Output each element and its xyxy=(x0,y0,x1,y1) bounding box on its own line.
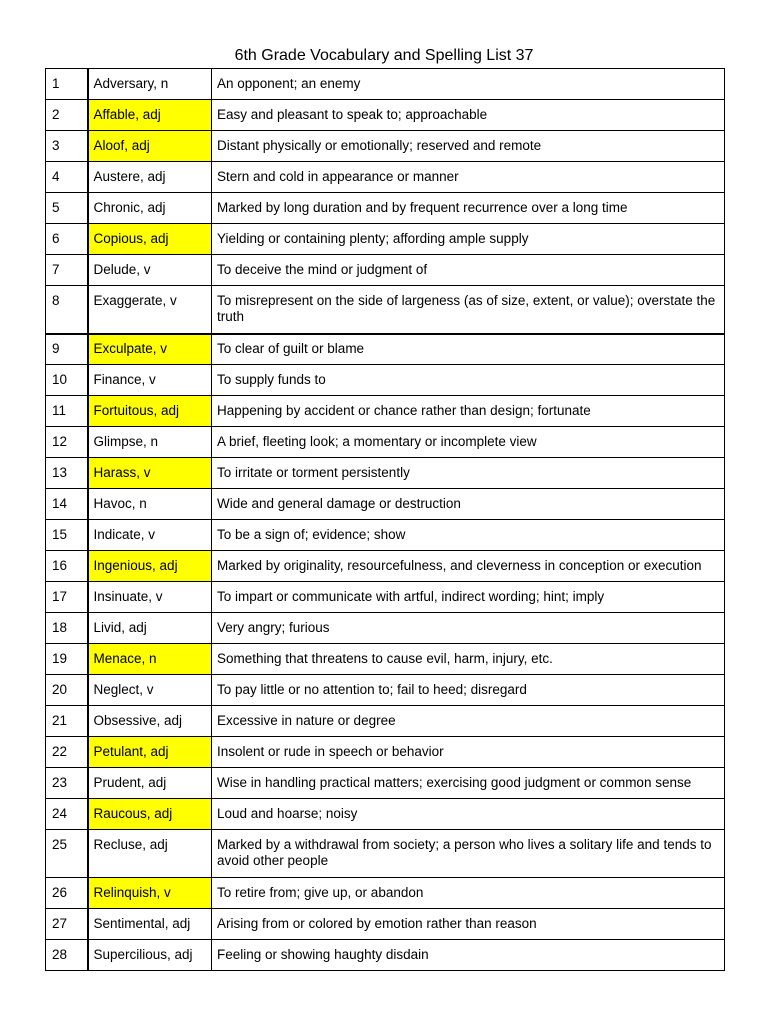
vocab-row xyxy=(46,69,725,100)
entry-word: Menace, n xyxy=(88,644,212,675)
entry-number: 9 xyxy=(46,334,88,365)
entry-definition: Wise in handling practical matters; exercising good judgment or common sense xyxy=(212,768,725,799)
vocab-row xyxy=(46,737,725,768)
entry-word: Neglect, v xyxy=(88,675,212,706)
entry-word: Delude, v xyxy=(88,255,212,286)
vocab-row xyxy=(46,706,725,737)
entry-word: Sentimental, adj xyxy=(88,909,212,940)
vocab-row xyxy=(46,193,725,224)
entry-definition: Happening by accident or chance rather than design; fortunate xyxy=(212,396,725,427)
page-title: 6th Grade Vocabulary and Spelling List 37 xyxy=(234,47,534,64)
entry-word: Exaggerate, v xyxy=(88,286,212,334)
vocab-row xyxy=(46,878,725,909)
entry-definition: Very angry; furious xyxy=(212,613,725,644)
entry-word: Relinquish, v xyxy=(88,878,212,909)
entry-definition: Marked by a withdrawal from society; a person who lives a solitary life and tends to avoid other people xyxy=(212,830,725,878)
entry-number: 22 xyxy=(46,737,88,768)
vocab-row xyxy=(46,940,725,971)
entry-definition: Loud and hoarse; noisy xyxy=(212,799,725,830)
entry-definition: Something that threatens to cause evil, harm, injury, etc. xyxy=(212,644,725,675)
entry-definition: Easy and pleasant to speak to; approachable xyxy=(212,100,725,131)
entry-word: Finance, v xyxy=(88,365,212,396)
entry-definition: To pay little or no attention to; fail to heed; disregard xyxy=(212,675,725,706)
entry-definition: Marked by originality, resourcefulness, and cleverness in conception or execution xyxy=(212,551,725,582)
entry-word: Exculpate, v xyxy=(88,334,212,365)
entry-word: Glimpse, n xyxy=(88,427,212,458)
entry-word: Prudent, adj xyxy=(88,768,212,799)
vocab-row xyxy=(46,909,725,940)
vocab-row xyxy=(46,396,725,427)
entry-definition: Feeling or showing haughty disdain xyxy=(212,940,725,971)
vocabulary-table xyxy=(45,68,725,971)
entry-word: Ingenious, adj xyxy=(88,551,212,582)
entry-number: 19 xyxy=(46,644,88,675)
vocab-row xyxy=(46,551,725,582)
vocab-row xyxy=(46,255,725,286)
entry-word: Recluse, adj xyxy=(88,830,212,878)
entry-number: 5 xyxy=(46,193,88,224)
entry-definition: Wide and general damage or destruction xyxy=(212,489,725,520)
entry-definition: To supply funds to xyxy=(212,365,725,396)
entry-number: 7 xyxy=(46,255,88,286)
entry-word: Austere, adj xyxy=(88,162,212,193)
entry-number: 18 xyxy=(46,613,88,644)
entry-definition: To irritate or torment persistently xyxy=(212,458,725,489)
entry-definition: Insolent or rude in speech or behavior xyxy=(212,737,725,768)
entry-word: Chronic, adj xyxy=(88,193,212,224)
entry-number: 27 xyxy=(46,909,88,940)
entry-number: 13 xyxy=(46,458,88,489)
entry-word: Obsessive, adj xyxy=(88,706,212,737)
vocabulary-table-body xyxy=(46,69,725,971)
entry-number: 21 xyxy=(46,706,88,737)
entry-number: 15 xyxy=(46,520,88,551)
entry-definition: Yielding or containing plenty; affording ample supply xyxy=(212,224,725,255)
entry-number: 20 xyxy=(46,675,88,706)
entry-word: Supercilious, adj xyxy=(88,940,212,971)
entry-number: 2 xyxy=(46,100,88,131)
vocab-row xyxy=(46,520,725,551)
entry-definition: Arising from or colored by emotion rather than reason xyxy=(212,909,725,940)
vocab-row xyxy=(46,365,725,396)
entry-number: 12 xyxy=(46,427,88,458)
entry-number: 11 xyxy=(46,396,88,427)
entry-definition: To retire from; give up, or abandon xyxy=(212,878,725,909)
entry-word: Harass, v xyxy=(88,458,212,489)
entry-word: Raucous, adj xyxy=(88,799,212,830)
entry-number: 17 xyxy=(46,582,88,613)
entry-word: Insinuate, v xyxy=(88,582,212,613)
entry-number: 4 xyxy=(46,162,88,193)
entry-number: 1 xyxy=(46,69,88,100)
vocab-row xyxy=(46,799,725,830)
entry-word: Copious, adj xyxy=(88,224,212,255)
entry-word: Livid, adj xyxy=(88,613,212,644)
entry-definition: A brief, fleeting look; a momentary or incomplete view xyxy=(212,427,725,458)
entry-number: 25 xyxy=(46,830,88,878)
entry-number: 16 xyxy=(46,551,88,582)
entry-word: Adversary, n xyxy=(88,69,212,100)
entry-number: 6 xyxy=(46,224,88,255)
entry-number: 14 xyxy=(46,489,88,520)
entry-definition: To clear of guilt or blame xyxy=(212,334,725,365)
entry-definition: Distant physically or emotionally; reserved and remote xyxy=(212,131,725,162)
vocab-row xyxy=(46,644,725,675)
entry-word: Indicate, v xyxy=(88,520,212,551)
entry-definition: To deceive the mind or judgment of xyxy=(212,255,725,286)
vocab-row xyxy=(46,582,725,613)
vocab-row xyxy=(46,224,725,255)
vocab-row xyxy=(46,458,725,489)
entry-number: 26 xyxy=(46,878,88,909)
entry-number: 28 xyxy=(46,940,88,971)
vocab-row xyxy=(46,100,725,131)
entry-number: 23 xyxy=(46,768,88,799)
entry-number: 10 xyxy=(46,365,88,396)
entry-number: 8 xyxy=(46,286,88,334)
entry-definition: An opponent; an enemy xyxy=(212,69,725,100)
vocab-row xyxy=(46,613,725,644)
entry-definition: Excessive in nature or degree xyxy=(212,706,725,737)
entry-definition: Marked by long duration and by frequent recurrence over a long time xyxy=(212,193,725,224)
entry-word: Havoc, n xyxy=(88,489,212,520)
entry-definition: To misrepresent on the side of largeness (as of size, extent, or value); overstate the truth xyxy=(212,286,725,334)
entry-word: Petulant, adj xyxy=(88,737,212,768)
entry-number: 24 xyxy=(46,799,88,830)
vocab-row xyxy=(46,131,725,162)
vocab-row xyxy=(46,768,725,799)
vocab-row xyxy=(46,162,725,193)
vocab-row xyxy=(46,489,725,520)
vocab-row xyxy=(46,830,725,878)
entry-number: 3 xyxy=(46,131,88,162)
vocab-row xyxy=(46,675,725,706)
entry-word: Aloof, adj xyxy=(88,131,212,162)
vocab-row xyxy=(46,427,725,458)
entry-definition: To impart or communicate with artful, indirect wording; hint; imply xyxy=(212,582,725,613)
entry-definition: To be a sign of; evidence; show xyxy=(212,520,725,551)
vocab-row xyxy=(46,286,725,334)
entry-word: Affable, adj xyxy=(88,100,212,131)
entry-definition: Stern and cold in appearance or manner xyxy=(212,162,725,193)
vocab-row xyxy=(46,334,725,365)
entry-word: Fortuitous, adj xyxy=(88,396,212,427)
